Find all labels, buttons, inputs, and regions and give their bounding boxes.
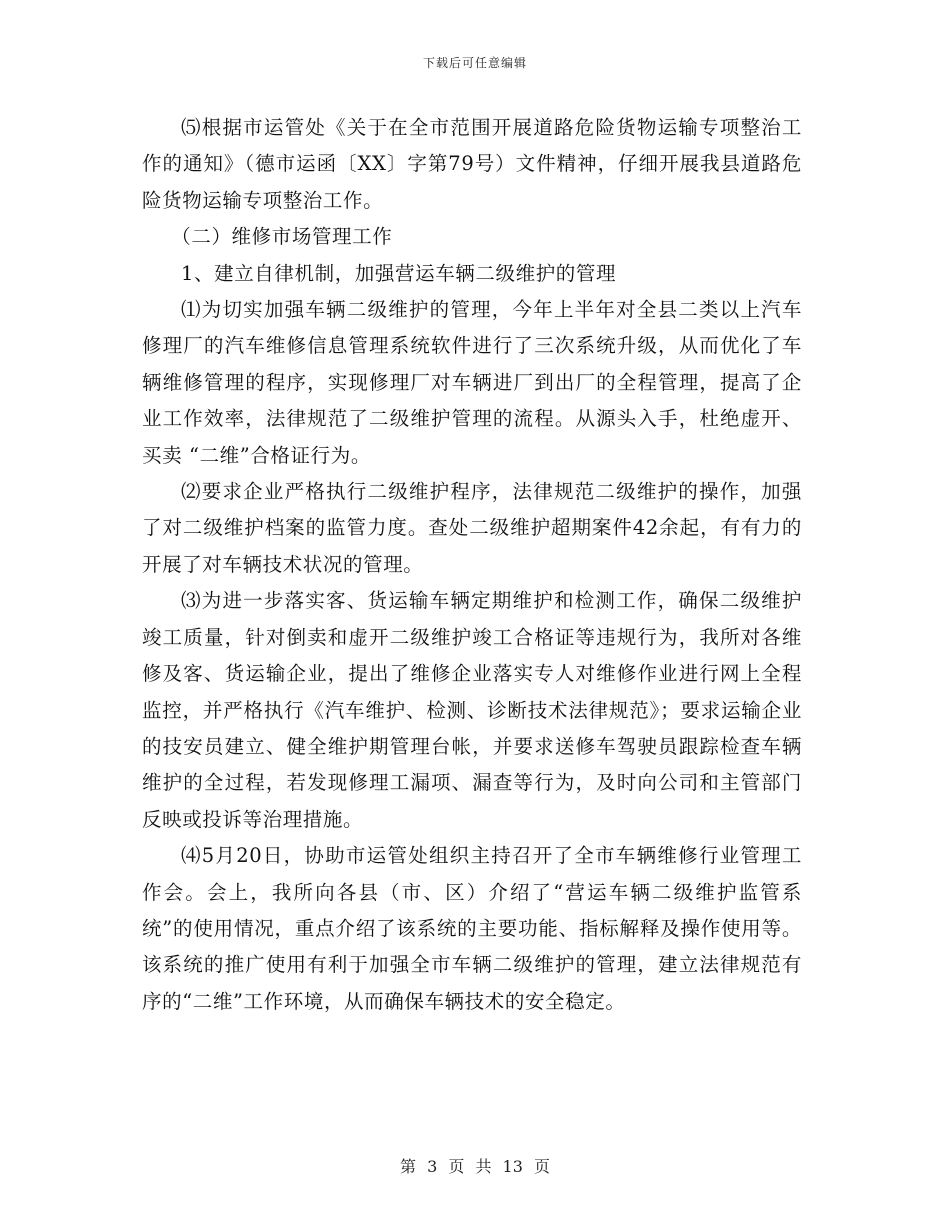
paragraph-system-upgrade: ⑴为切实加强车辆二级维护的管理，今年上半年对全县二类以上汽车修理厂的汽车维修信息管理系统软件进行了三次系统升级，从而优化了车辆维修管理的程序，实现修理厂对车辆进厂到出厂的全程管理，提高了企业工作效率，法律规范了二级维护管理的流程。从源头入手，杜绝虚开、买卖 “二维”合格证行为。 [142,298,802,467]
section-heading-repair-market: （二）维修市场管理工作 [171,225,393,249]
paragraph-regular-maintenance: ⑶为进一步落实客、货运输车辆定期维护和检测工作，确保二级维护竣工质量，针对倒卖和虚开二级维护竣工合格证等违规行为，我所对各维修及客、货运输企业，提出了维修企业落实专人对维修作业进行网上全程监控，并严格执行《汽车维护、检测、诊断技术法律规范》；要求运输企业的技安员建立、健全维护期管理台帐，并要求送修车驾驶员跟踪检查车辆维护的全过程，若发现修理工漏项、漏查等行为，及时向公司和主管部门反映或投诉等治理措施。 [142,589,802,831]
page-number-footer: 第 3 页 共 13 页 [400,1157,550,1176]
document-body [142,110,802,1020]
paragraph-dangerous-goods: ⑸根据市运管处《关于在全市范围开展道路危险货物运输专项整治工作的通知》（德市运函〔XX〕字第79号）文件精神，仔细开展我县道路危险货物运输专项整治工作。 [142,116,802,212]
paragraph-maintenance-procedure: ⑵要求企业严格执行二级维护程序，法律规范二级维护的操作，加强了对二级维护档案的监管力度。查处二级维护超期案件42余起，有有力的开展了对车辆技术状况的管理。 [142,480,802,576]
paragraph-industry-meeting: ⑷5月20日，协助市运管处组织主持召开了全市车辆维修行业管理工作会。会上，我所向各县（市、区）介绍了“营运车辆二级维护监管系统”的使用情况，重点介绍了该系统的主要功能、指标解释及操作使用等。该系统的推广使用有利于加强全市车辆二级维护的管理，建立法律规范有序的“二维”工作环境，从而确保车辆技术的安全稳定。 [142,844,802,1013]
subsection-heading-self-discipline: 1、建立自律机制，加强营运车辆二级维护的管理 [181,261,617,285]
page-header-note: 下载后可任意编辑 [422,56,527,70]
